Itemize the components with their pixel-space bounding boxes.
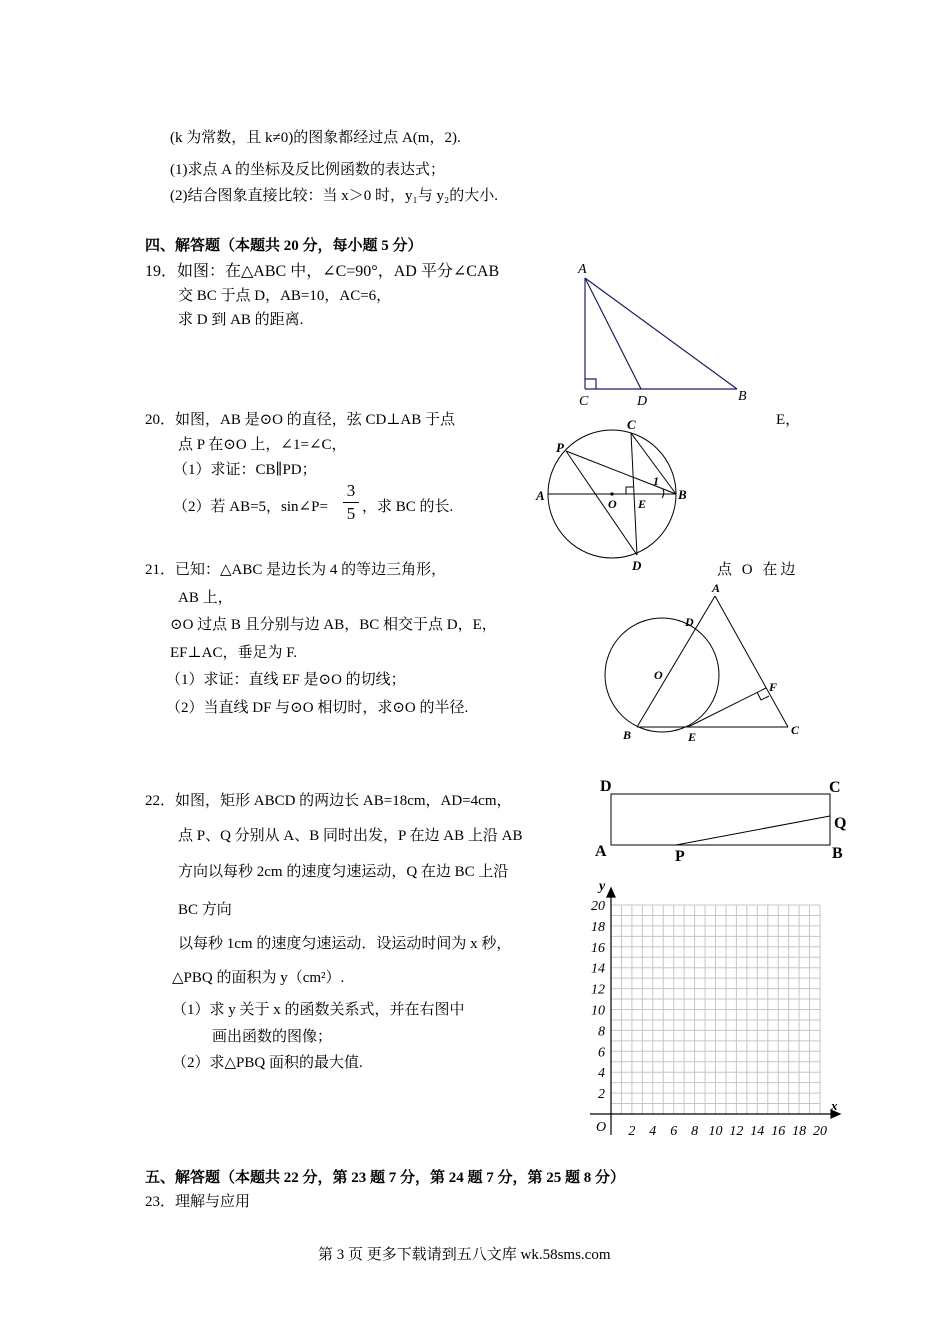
section4-heading: 四、解答题（本题共 20 分，每小题 5 分） bbox=[145, 238, 423, 254]
q21-label-d: D bbox=[685, 615, 694, 629]
q22-line2: 点 P、Q 分别从 A、B 同时出发，P 在边 AB 上沿 AB bbox=[178, 828, 523, 844]
q21-line4: EF⊥AC，垂足为 F. bbox=[170, 645, 298, 661]
x-axis-label: x bbox=[831, 1098, 838, 1113]
x-tick-label: 4 bbox=[649, 1124, 657, 1139]
q22-part1-a: （1）求 y 关于 x 的函数关系式，并在右图中 bbox=[172, 1002, 465, 1018]
q20-part2-b: ，求 BC 的长. bbox=[362, 499, 454, 515]
q21-label-a: A bbox=[712, 581, 721, 595]
q20-label-d: D bbox=[632, 558, 642, 573]
x-tick-label: 12 bbox=[729, 1124, 744, 1139]
q19-label-b: B bbox=[738, 389, 747, 404]
q22-label-p: P bbox=[675, 848, 685, 865]
q19-label-a: A bbox=[578, 262, 587, 277]
q20-line1-tail: E， bbox=[776, 412, 801, 428]
q20-label-b: B bbox=[678, 487, 687, 502]
q20-part2-a: （2）若 AB=5，sin∠P= bbox=[173, 499, 328, 515]
q19-line2: 交 BC 于点 D，AB=10，AC=6， bbox=[178, 288, 392, 304]
q22-label-q: Q bbox=[834, 815, 847, 832]
q22-part1-b: 画出函数的图像； bbox=[212, 1029, 333, 1045]
x-tick-label: 2 bbox=[628, 1124, 636, 1139]
x-tick-label: 16 bbox=[771, 1124, 786, 1139]
q22-line4: BC 方向 bbox=[178, 902, 232, 918]
q20-fraction-denominator: 5 bbox=[346, 504, 356, 523]
q20-label-e: E bbox=[638, 497, 647, 511]
page-footer: 第 3 页 更多下载请到五八文库 wk.58sms.com bbox=[318, 1247, 611, 1263]
q19-line3: 求 D 到 AB 的距离. bbox=[178, 312, 304, 328]
y-tick-label: 6 bbox=[598, 1045, 605, 1061]
q21-label-e: E bbox=[688, 730, 697, 744]
origin-label: O bbox=[596, 1120, 607, 1135]
x-tick-label: 10 bbox=[708, 1124, 723, 1139]
q21-part2: （2）当直线 DF 与⊙O 相切时，求⊙O 的半径. bbox=[166, 700, 469, 716]
q21-line1: 21．已知：△ABC 是边长为 4 的等边三角形， bbox=[145, 562, 447, 578]
q20-label-p: P bbox=[556, 440, 564, 455]
q19-label-c: C bbox=[579, 394, 589, 409]
x-tick-label: 20 bbox=[813, 1124, 827, 1139]
q22-label-a: A bbox=[595, 843, 607, 860]
q23-line1: 23．理解与应用 bbox=[145, 1194, 251, 1210]
y-tick-label: 14 bbox=[591, 961, 605, 977]
x-tick-label: 18 bbox=[792, 1124, 807, 1139]
q20-label-c: C bbox=[627, 417, 636, 432]
q18-part1: (1)求点 A 的坐标及反比例函数的表达式； bbox=[170, 162, 445, 178]
q20-part1: （1）求证：CB∥PD； bbox=[173, 462, 317, 478]
y-tick-label: 12 bbox=[591, 982, 605, 998]
q18-line1: (k 为常数，且 k≠0)的图象都经过点 A(m，2). bbox=[170, 130, 461, 146]
q22-line6: △PBQ 的面积为 y（cm²）. bbox=[172, 970, 345, 986]
y-tick-label: 4 bbox=[598, 1066, 605, 1082]
q20-line1: 20．如图，AB 是⊙O 的直径，弦 CD⊥AB 于点 bbox=[145, 412, 456, 428]
q20-label-o: O bbox=[608, 497, 617, 511]
y-tick-label: 20 bbox=[591, 899, 605, 914]
q21-part1: （1）求证：直线 EF 是⊙O 的切线； bbox=[166, 672, 406, 688]
q19-label-d: D bbox=[637, 394, 648, 409]
section5-heading: 五、解答题（本题共 22 分，第 23 题 7 分，第 24 题 7 分，第 25 题 8 分） bbox=[145, 1170, 626, 1186]
q22-label-d: D bbox=[600, 778, 612, 795]
y-tick-label: 18 bbox=[591, 919, 605, 935]
y-axis-arrow-icon bbox=[607, 888, 615, 897]
y-axis-label: y bbox=[599, 879, 606, 894]
q22-line3: 方向以每秒 2cm 的速度匀速运动，Q 在边 BC 上沿 bbox=[178, 864, 509, 880]
q18-part2: (2)结合图象直接比较：当 x＞0 时，y₁与 y₂的大小. bbox=[170, 188, 498, 204]
q22-line5: 以每秒 1cm 的速度匀速运动．设运动时间为 x 秒， bbox=[178, 936, 512, 952]
q22-label-b: B bbox=[832, 845, 843, 862]
y-tick-label: 10 bbox=[591, 1003, 605, 1019]
q21-line3: ⊙O 过点 B 且分别与边 AB，BC 相交于点 D，E， bbox=[170, 617, 497, 633]
x-tick-label: 8 bbox=[691, 1124, 699, 1139]
q21-line1-tail: 点 O 在边 bbox=[717, 562, 799, 578]
q21-line2: AB 上， bbox=[178, 590, 233, 606]
q21-label-o: O bbox=[654, 668, 663, 682]
q21-label-b: B bbox=[623, 728, 632, 742]
q20-label-angle1: 1 bbox=[653, 474, 659, 488]
q20-line2: 点 P 在⊙O 上，∠1=∠C， bbox=[178, 437, 347, 453]
q22-part2: （2）求△PBQ 面积的最大值. bbox=[172, 1055, 363, 1071]
q22-label-c: C bbox=[829, 779, 841, 796]
q20-fraction-numerator: 3 bbox=[346, 481, 356, 500]
q21-label-c: C bbox=[791, 723, 800, 737]
y-tick-label: 16 bbox=[591, 940, 605, 956]
y-tick-label: 8 bbox=[598, 1024, 605, 1040]
x-tick-label: 6 bbox=[670, 1124, 678, 1139]
y-tick-label: 2 bbox=[598, 1087, 605, 1103]
q19-line1: 19．如图：在△ABC 中，∠C=90°，AD 平分∠CAB bbox=[145, 263, 500, 280]
q22-line1: 22．如图，矩形 ABCD 的两边长 AB=18cm，AD=4cm， bbox=[145, 793, 512, 809]
q20-label-a: A bbox=[536, 488, 545, 503]
x-tick-label: 14 bbox=[750, 1124, 765, 1139]
q21-label-f: F bbox=[769, 680, 778, 694]
